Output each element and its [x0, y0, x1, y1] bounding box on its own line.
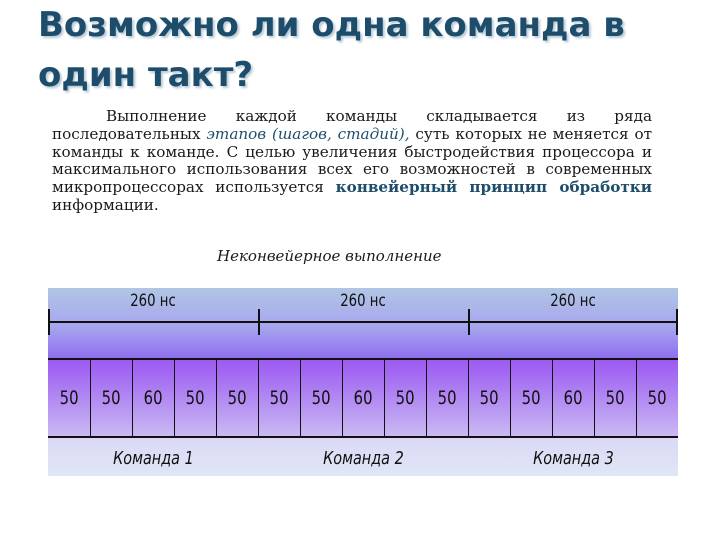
stage-duration: 50	[438, 387, 457, 409]
stage-duration: 60	[564, 387, 583, 409]
stage-duration: 50	[606, 387, 625, 409]
stage-duration: 50	[270, 387, 289, 409]
command-label-text: Команда 2	[322, 448, 404, 469]
slide-title: Возможно ли одна команда в один такт?	[38, 5, 625, 95]
stage-duration: 50	[648, 387, 667, 409]
stage-duration: 50	[396, 387, 415, 409]
command-label	[493, 448, 653, 469]
period-tick	[468, 309, 470, 335]
stage-cell	[90, 360, 132, 436]
stage-cell	[174, 360, 216, 436]
command-label-text: Команда 3	[532, 448, 614, 469]
stage-cell	[258, 360, 300, 436]
paragraph-strong: конвейерный принцип обработки	[335, 178, 653, 197]
stage-duration: 50	[228, 387, 247, 409]
paragraph-text-3: информации.	[52, 195, 159, 214]
period-label: 260 нс	[130, 291, 176, 311]
stage-cell	[636, 360, 678, 436]
command-label-text: Команда 1	[112, 448, 194, 469]
stage-cell	[510, 360, 552, 436]
stage-duration: 50	[186, 387, 205, 409]
diagram-caption: Неконвейерное выполнение	[217, 247, 442, 265]
stage-cell	[342, 360, 384, 436]
body-paragraph	[52, 108, 652, 215]
period-label: 260 нс	[550, 291, 596, 311]
period-tick	[258, 309, 260, 335]
stage-duration: 50	[312, 387, 331, 409]
timing-diagram	[48, 288, 678, 476]
stage-cell	[300, 360, 342, 436]
stage-cell	[132, 360, 174, 436]
command-label	[73, 448, 233, 469]
stage-duration: 60	[354, 387, 373, 409]
stage-cell	[594, 360, 636, 436]
period-tick	[48, 309, 50, 335]
command-label	[283, 448, 443, 469]
stage-cell	[426, 360, 468, 436]
time-axis-line	[48, 321, 678, 323]
stage-duration: 50	[480, 387, 499, 409]
stage-cell	[216, 360, 258, 436]
stages-row	[48, 358, 678, 438]
period-label: 260 нс	[340, 291, 386, 311]
stage-duration: 50	[59, 387, 79, 409]
paragraph-text-2: суть которых не меняется от команды к команде. С целью увеличения быстродействия процессора и максимального использования всех его возможностей в современных микропроцессорах используется	[52, 124, 652, 197]
stage-cell	[468, 360, 510, 436]
paragraph-text-1: Выполнение каждой команды складывается из ряда последовательных	[52, 107, 652, 143]
stage-duration: 50	[102, 387, 121, 409]
stage-cell	[48, 360, 90, 436]
stage-cell	[384, 360, 426, 436]
paragraph-emphasis: этапов (шагов, стадий),	[206, 124, 410, 143]
stage-duration: 60	[144, 387, 163, 409]
period-tick	[676, 309, 678, 335]
stage-duration: 50	[522, 387, 541, 409]
stage-cell	[552, 360, 594, 436]
